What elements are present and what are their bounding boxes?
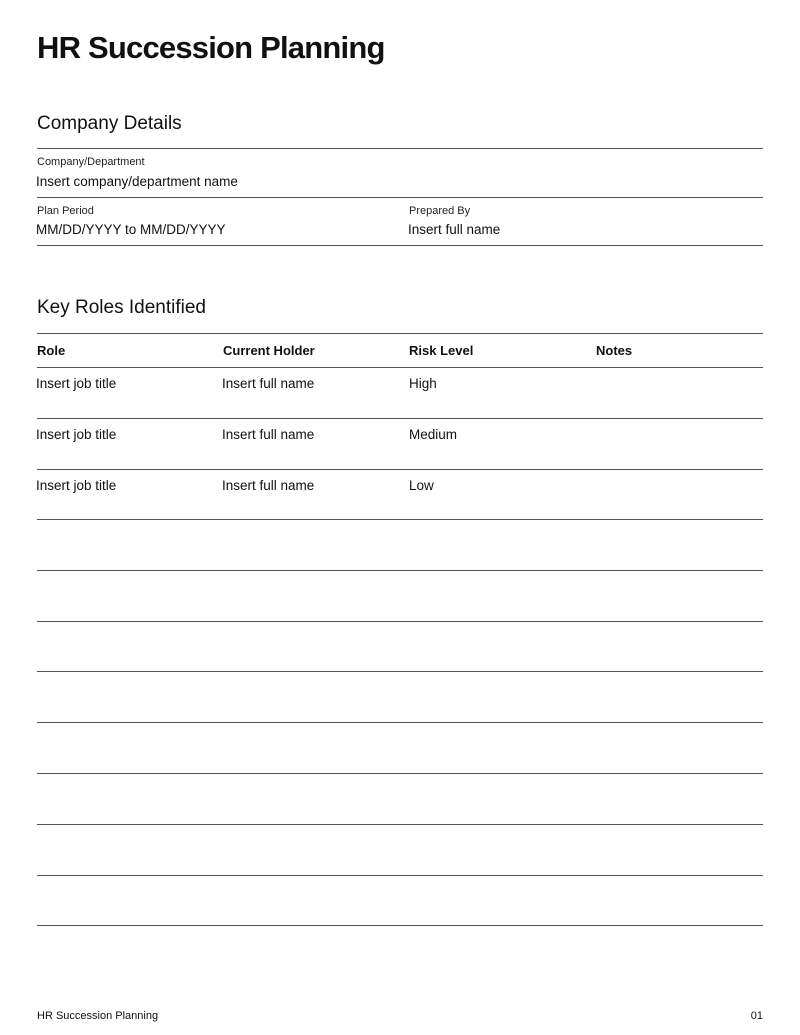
divider: [37, 148, 763, 149]
column-header-role: Role: [37, 343, 66, 358]
table-cell-role[interactable]: Insert job title: [36, 376, 117, 391]
table-cell-role[interactable]: Insert job title: [36, 427, 117, 442]
divider: [37, 197, 763, 198]
prepared-by-label: Prepared By: [409, 205, 471, 217]
key-roles-heading: Key Roles Identified: [37, 297, 206, 318]
table-row-border: [37, 925, 763, 926]
table-cell-current-holder[interactable]: Insert full name: [222, 427, 315, 442]
table-cell-risk-level[interactable]: Low: [409, 478, 434, 493]
column-header-current-holder: Current Holder: [223, 343, 315, 358]
table-top-border: [37, 333, 763, 334]
table-cell-role[interactable]: Insert job title: [36, 478, 117, 493]
table-row-border: [37, 621, 763, 622]
table-row-border: [37, 875, 763, 876]
column-header-risk-level: Risk Level: [409, 343, 474, 358]
column-header-notes: Notes: [596, 343, 633, 358]
table-row-border: [37, 824, 763, 825]
prepared-by-field[interactable]: Insert full name: [408, 222, 501, 237]
table-row-border: [37, 722, 763, 723]
table-row-border: [37, 469, 763, 470]
footer-title: HR Succession Planning: [37, 1010, 159, 1022]
plan-period-field[interactable]: MM/DD/YYYY to MM/DD/YYYY: [36, 222, 226, 237]
table-header-border: [37, 367, 763, 368]
table-cell-risk-level[interactable]: High: [409, 376, 437, 391]
table-cell-risk-level[interactable]: Medium: [409, 427, 458, 442]
company-details-heading: Company Details: [37, 113, 182, 134]
table-row-border: [37, 519, 763, 520]
table-row-border: [37, 418, 763, 419]
table-cell-current-holder[interactable]: Insert full name: [222, 478, 315, 493]
page-number: 01: [750, 1010, 763, 1022]
table-row-border: [37, 773, 763, 774]
company-department-label: Company/Department: [37, 156, 145, 168]
table-row-border: [37, 671, 763, 672]
document-page: [37, 0, 763, 1035]
page-title: HR Succession Planning: [37, 30, 385, 65]
divider: [37, 245, 763, 246]
company-department-field[interactable]: Insert company/department name: [36, 174, 238, 189]
table-cell-current-holder[interactable]: Insert full name: [222, 376, 315, 391]
table-row-border: [37, 570, 763, 571]
plan-period-label: Plan Period: [37, 205, 94, 217]
